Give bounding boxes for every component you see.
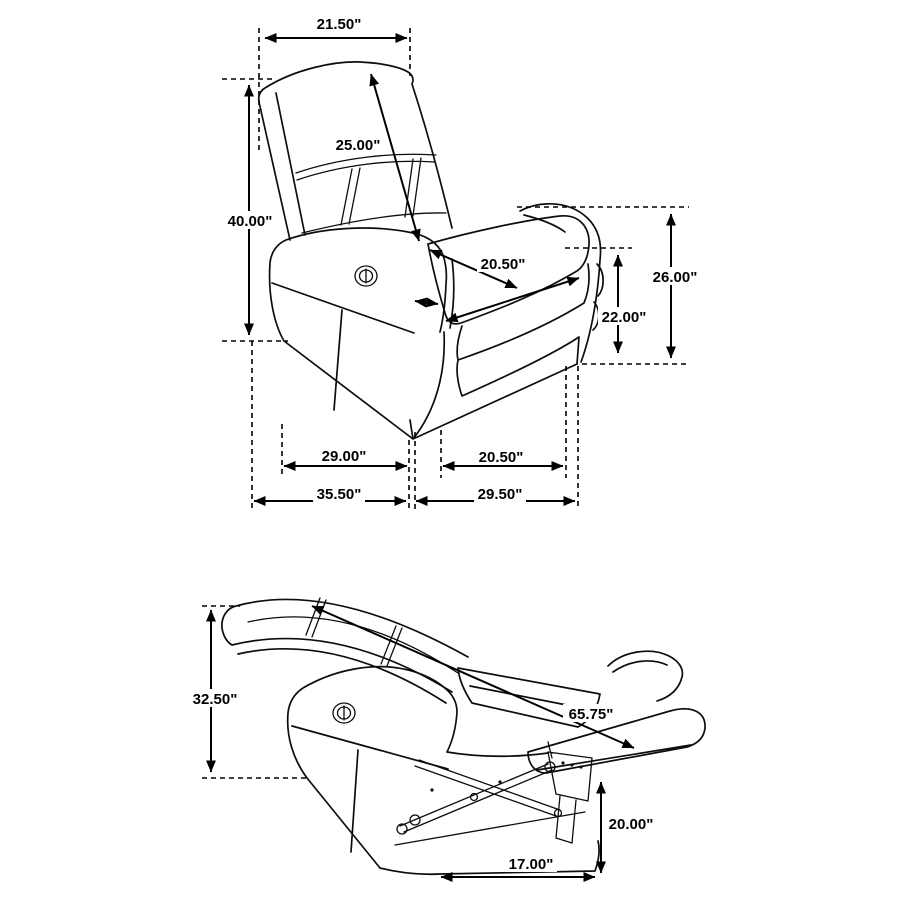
left-armrest-and-base: [270, 228, 577, 439]
dim-line-reclined-total-length: [312, 606, 634, 748]
dim-label-overall-height: 40.00": [227, 213, 273, 230]
reclined-view: [189, 598, 705, 877]
reclined-dimension-labels: [189, 689, 657, 873]
mechanism-bolt: [570, 763, 573, 766]
dim-label-footrest-floor-height: 20.00": [608, 816, 654, 833]
mechanism-bolt: [579, 765, 582, 768]
dim-line-armrest-width: [415, 301, 438, 304]
reclined-dimension-lines: [211, 606, 634, 877]
dim-label-reclined-total-length: 65.75": [568, 706, 614, 723]
mechanism-linkage: [395, 742, 592, 845]
power-button-icon: [355, 266, 377, 286]
dim-label-arm-side-height: 26.00": [652, 269, 698, 286]
upright-dimension-lines: [249, 38, 671, 501]
reclined-backrest: [222, 599, 468, 703]
mechanism-bolt: [561, 761, 564, 764]
reclined-right-armrest: [608, 651, 682, 701]
dim-label-back-top-width: 21.50": [316, 16, 362, 33]
power-button-icon: [333, 703, 355, 723]
mechanism-bolt: [498, 780, 501, 783]
upright-dimension-labels: [224, 14, 701, 503]
upright-view: [222, 14, 701, 510]
dim-label-reclined-back-height: 32.50": [192, 691, 238, 708]
dim-label-base-front-width: 29.00": [321, 448, 367, 465]
dim-label-seat-width: 20.50": [480, 256, 526, 273]
dim-label-overall-width: 35.50": [316, 486, 362, 503]
dim-label-back-length: 25.00": [335, 137, 381, 154]
dim-label-base-depth: 17.00": [508, 856, 554, 873]
backrest-seams: [296, 154, 446, 233]
dim-line-seat-front: [446, 278, 579, 321]
dim-label-seat-depth: 20.50": [478, 449, 524, 466]
dim-label-overall-depth: 29.50": [477, 486, 523, 503]
recline-mechanism: [395, 742, 592, 845]
dim-label-seat-back-height: 22.00": [601, 309, 647, 326]
mechanism-bolt: [430, 788, 433, 791]
